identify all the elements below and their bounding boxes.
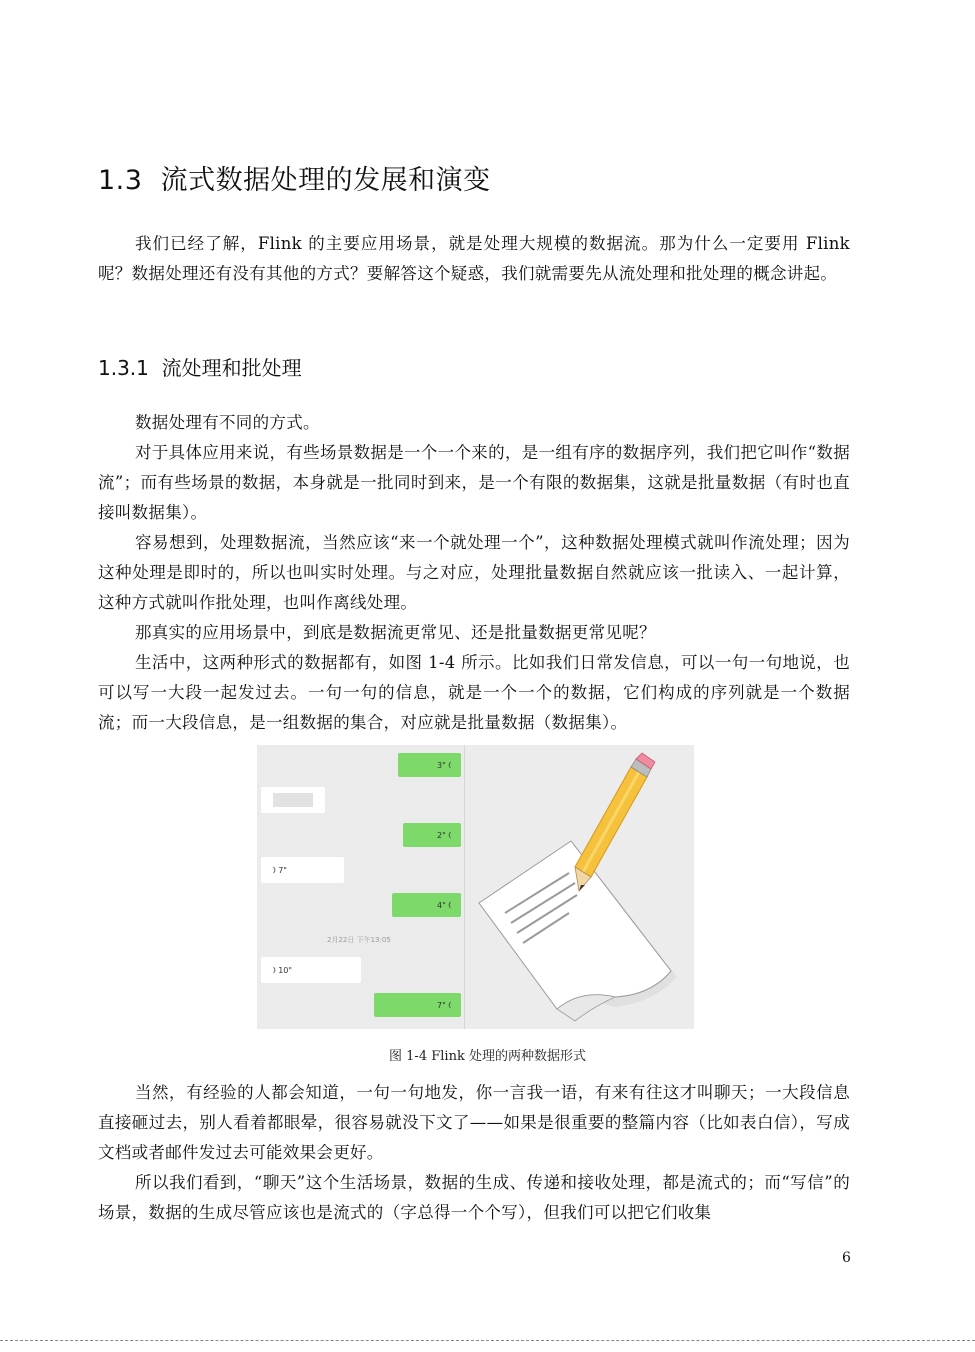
paper-and-pencil-icon xyxy=(465,745,694,1029)
subsection-title: 流处理和批处理 xyxy=(161,356,302,380)
letter-illustration xyxy=(465,745,694,1029)
voice-message-bubble: 4" ⦅ xyxy=(392,893,461,917)
subsection-heading xyxy=(98,352,302,381)
paragraph: 所以我们看到，“聊天”这个生活场景，数据的生成、传递和接收处理，都是流式的；而“写信”的场景，数据的生成尽管应该也是流式的（字总得一个个写），但我们可以把它们收集 xyxy=(98,1173,850,1222)
voice-message-bubble: 3" ⦅ xyxy=(398,753,461,777)
voice-message-bubble: ⦆ 10" xyxy=(261,957,361,983)
chat-timestamp: 2月22日 下午13:05 xyxy=(327,936,391,944)
voice-message-bubble: 7" ⦅ xyxy=(374,993,461,1017)
page-number: 6 xyxy=(842,1250,851,1266)
figure-1-4 xyxy=(257,745,694,1029)
voice-wave-icon: ⦅ xyxy=(448,1000,451,1009)
intro-paragraph: 我们已经了解，Flink 的主要应用场景，就是处理大规模的数据流。那为什么一定要用 Flink 呢？数据处理还有没有其他的方式？要解答这个疑惑，我们就需要先从流处理和批处理的概念讲起。 xyxy=(98,234,850,283)
page-bottom-divider xyxy=(0,1340,975,1341)
section-number: 1.3 xyxy=(98,165,143,196)
voice-message-bubble: ⦆ 7" xyxy=(261,857,344,883)
voice-wave-icon: ⦅ xyxy=(448,760,451,769)
voice-wave-icon: ⦅ xyxy=(448,900,451,909)
chat-screenshot xyxy=(257,745,464,1029)
blurred-content xyxy=(273,793,313,807)
voice-wave-icon: ⦅ xyxy=(448,830,451,839)
voice-wave-icon: ⦆ xyxy=(273,865,276,874)
subsection-number: 1.3.1 xyxy=(98,356,149,380)
figure-caption: 图 1-4 Flink 处理的两种数据形式 xyxy=(389,1049,586,1064)
voice-wave-icon: ⦆ xyxy=(273,965,276,974)
section-title: 流式数据处理的发展和演变 xyxy=(160,165,491,196)
paragraph: 容易想到，处理数据流，当然应该“来一个就处理一个”，这种数据处理模式就叫作流处理；因为这种处理是即时的，所以也叫实时处理。与之对应，处理批量数据自然就应该一批读入、一起计算，这种方式就叫作批处理，也叫作离线处理。 xyxy=(98,533,850,612)
paragraph: 生活中，这两种形式的数据都有，如图 1-4 所示。比如我们日常发信息，可以一句一句地说，也可以写一大段一起发过去。一句一句的信息，就是一个一个的数据，它们构成的序列就是一个数据流；而一大段信息，是一组数据的集合，对应就是批量数据（数据集）。 xyxy=(98,653,850,732)
paragraph: 对于具体应用来说，有些场景数据是一个一个来的，是一组有序的数据序列，我们把它叫作“数据流”；而有些场景的数据，本身就是一批同时到来，是一个有限的数据集，这就是批量数据（有时也直接叫数据集）。 xyxy=(98,443,850,522)
paragraph: 那真实的应用场景中，到底是数据流更常见、还是批量数据更常见呢？ xyxy=(135,623,656,642)
voice-message-bubble: 2" ⦅ xyxy=(403,823,461,847)
blurred-message-bubble xyxy=(261,787,325,813)
paragraph: 数据处理有不同的方式。 xyxy=(135,413,320,432)
paragraph: 当然，有经验的人都会知道，一句一句地发，你一言我一语，有来有往这才叫聊天；一大段信息直接砸过去，别人看着都眼晕，很容易就没下文了——如果是很重要的整篇内容（比如表白信），写成文档或者邮件发过去可能效果会更好。 xyxy=(98,1083,850,1162)
section-heading xyxy=(98,158,491,197)
